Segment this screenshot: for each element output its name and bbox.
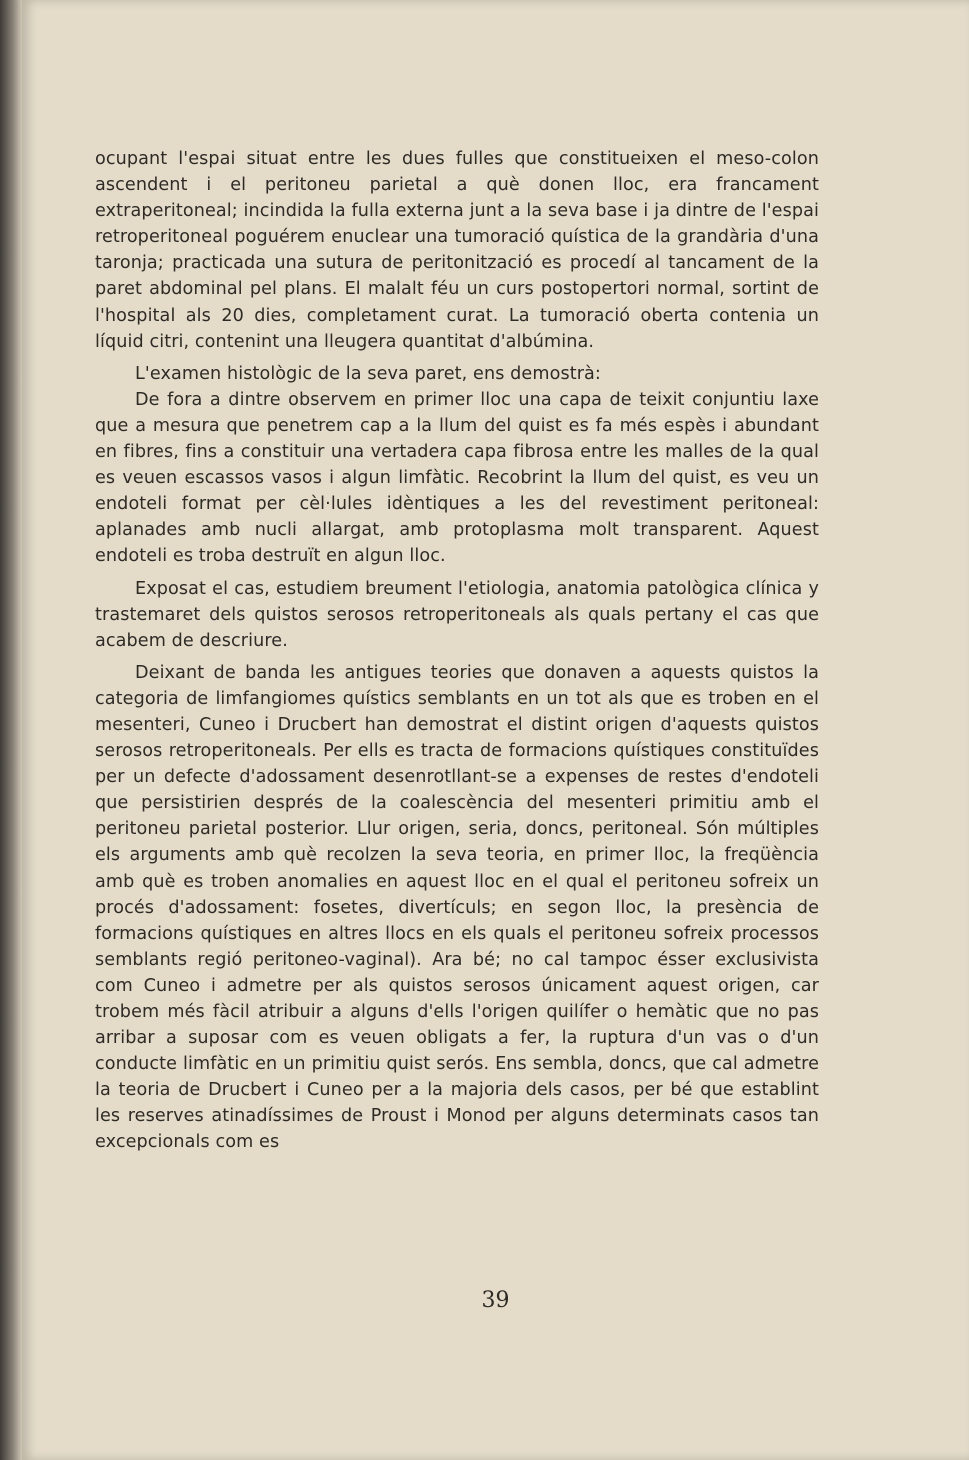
- book-page: [22, 0, 969, 1460]
- paragraph-continuation: ocupant l'espai situat entre les dues fulles que constitueixen el meso-colon ascendent i el peritoneu parietal a què donen lloc, era francament extraperitoneal; incindida la fulla externa junt a la seva base i ja dintre de l'espai retroperitoneal poguérem enuclear una tumoració quística de la grandària d'una taronja; practicada una sutura de peritonització es procedí al tancament de la paret abdominal pel plans. El malalt féu un curs postopertori normal, sortint de l'hospital als 20 dies, completament curat. La tumoració oberta contenia un líquid citri, contenint una lleugera quantitat d'albúmina.: [95, 149, 819, 352]
- body-text: [95, 146, 819, 1156]
- paragraph-case-summary: Exposat el cas, estudiem breument l'etiologia, anatomia patològica clínica y trastemaret dels quistos serosos retroperitoneals als quals pertany el cas que acabem de descriure.: [95, 578, 819, 651]
- book-spine: [0, 0, 22, 1460]
- paragraph-theories: Deixant de banda les antigues teories que donaven a aquests quistos la categoria de limfangiomes quístics semblants en un tot als que es troben en el mesenteri, Cuneo i Drucbert han demostrat el distint origen d'aquests quistos serosos retroperitoneals. Per ells es tracta de formacions quístiques constituïdes per un defecte d'adossament desenrotllant-se a expenses de restes d'endoteli que persistirien després de la coalescència del mesenteri primitiu amb el peritoneu parietal posterior. Llur origen, seria, doncs, peritoneal. Són múltiples els arguments amb què recolzen la seva teoria, en primer lloc, la freqüència amb què es troben anomalies en aquest lloc en el qual el peritoneu sofreix un procés d'adossament: fosetes, divertículs; en segon lloc, la presència de formacions quístiques en altres llocs en els quals el peritoneu sofreix processos semblants regió peritoneo-vaginal). Ara bé; no cal tampoc ésser exclusivista com Cuneo i admetre per als quistos serosos únicament aquest origen, car trobem més fàcil atribuir a alguns d'ells l'origen quilífer o hemàtic que no pas arribar a suposar com es veuen obligats a fer, la ruptura d'un vas o d'un conducte limfàtic en un primitiu quist serós. Ens sembla, doncs, que cal admetre la teoria de Drucbert i Cuneo per a la majoria dels casos, per bé que establint les reserves atinadíssimes de Proust i Monod per alguns determinats casos tan excepcionals com es: [95, 662, 819, 1153]
- paragraph-histology-intro: L'examen histològic de la seva paret, ens demostrà:: [135, 363, 601, 384]
- paragraph-histology-description: De fora a dintre observem en primer lloc una capa de teixit conjuntiu laxe que a mesura que penetrem cap a la llum del quist es fa més espès i abundant en fibres, fins a constituir una vertadera capa fibrosa entre les malles de la qual es veuen escassos vasos i algun limfàtic. Recobrint la llum del quist, es veu un endoteli format per cèl·lules idèntiques a les del revestiment peritoneal: aplanades amb nucli allargat, amb protoplasma molt transparent. Aquest endoteli es troba destruït en algun lloc.: [95, 389, 819, 567]
- page-number: 39: [481, 1288, 510, 1313]
